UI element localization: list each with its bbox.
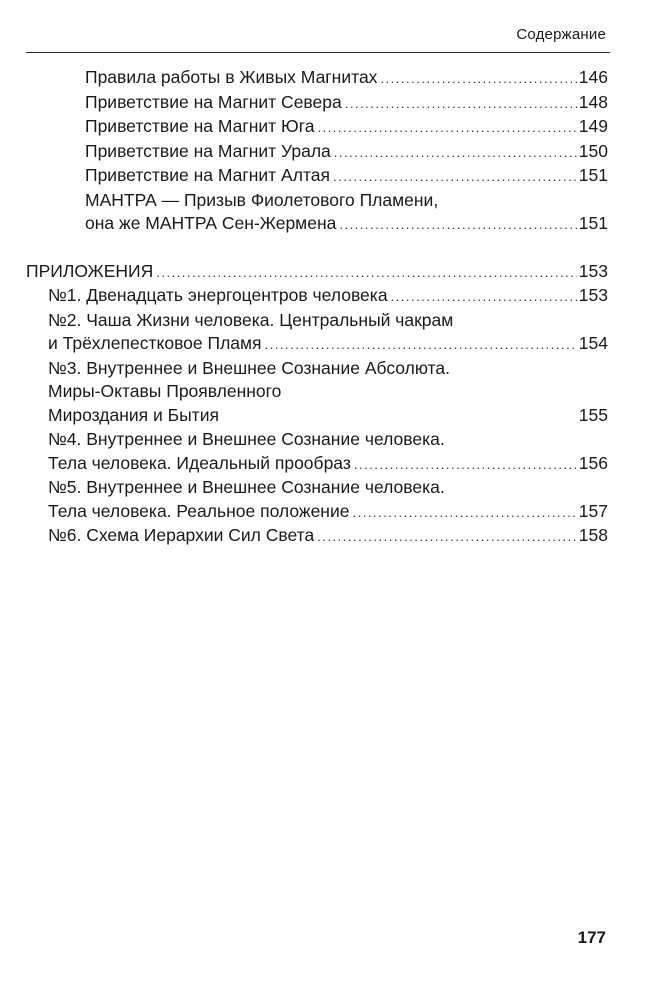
toc-entry-page: 153 [578,285,608,305]
toc-entry-mantra-line2[interactable] [85,212,608,237]
toc-entry-page: 146 [578,67,608,87]
toc-entry-line[interactable] [48,309,608,333]
toc-entry-title: №1. Двенадцать энергоцентров человека [48,285,388,305]
table-of-contents [0,66,654,549]
toc-entry-page: 155 [578,404,608,425]
toc-entry-title: МАНТРА — Призыв Фиолетового Пламени, [85,189,439,210]
toc-entry-page: 153 [578,260,608,281]
toc-entry[interactable] [85,140,608,165]
toc-entry-title: Тела человека. Идеальный прообраз [48,452,351,473]
leader-dots [354,453,577,477]
toc-entry[interactable] [85,164,608,189]
toc-entry-page: 156 [578,452,608,473]
toc-entry-page: 151 [578,213,608,233]
toc-entry-page: 157 [578,500,608,521]
toc-entry[interactable] [48,500,608,525]
toc-entry-page: 150 [578,140,608,161]
toc-entry[interactable] [85,91,608,116]
leader-dots [352,501,576,525]
toc-entry[interactable] [48,404,608,429]
toc-entry[interactable] [48,332,608,357]
page-number: 177 [577,928,606,947]
toc-entry-title: она же МАНТРА Сен-Жермена [85,213,337,233]
toc-entry-line[interactable] [48,428,608,452]
toc-entry[interactable] [85,115,608,140]
toc-entry-title: Приветствие на Магнит Алтая [85,165,330,185]
toc-entry[interactable] [48,524,608,549]
toc-entry-title: №4. Внутреннее и Внешнее Сознание человека. [48,429,445,449]
leader-dots [345,92,577,116]
toc-entry-line[interactable] [48,357,608,381]
toc-entry-title: Миры-Октавы Проявленного [48,381,282,401]
leader-dots [380,67,576,91]
toc-entry-page: 149 [578,116,608,136]
toc-entry-title: и Трёхлепестковое Пламя [48,333,262,353]
toc-entry-page: 158 [578,525,608,545]
toc-entry-title: Приветствие на Магнит Урала [85,140,331,161]
toc-entry-title: Правила работы в Живых Магнитах [85,67,378,87]
section-gap [0,237,654,260]
leader-dots [333,165,577,189]
leader-dots [156,261,577,285]
toc-entry-title: Приветствие на Магнит Севера [85,91,342,112]
toc-entry[interactable] [48,452,608,477]
leader-dots [339,213,576,237]
toc-entry-title: Приветствие на Магнит Юга [85,116,315,136]
toc-entry-line[interactable] [48,380,608,404]
leader-dots [317,525,577,549]
toc-entry[interactable] [85,66,608,91]
leader-dots [265,333,577,357]
toc-entry-page: 151 [578,165,608,185]
toc-entry-line[interactable] [48,476,608,500]
toc-entry-title: №3. Внутреннее и Внешнее Сознание Абсолюта. [48,357,450,378]
toc-entry-title: №2. Чаша Жизни человека. Центральный чакрам [48,309,454,330]
header-rule [26,52,610,53]
toc-entry[interactable] [48,284,608,309]
toc-entry-page: 154 [578,333,608,353]
toc-section-appendix[interactable] [26,260,608,285]
toc-entry-title: Мироздания и Бытия [48,404,219,425]
toc-entry-page: 148 [578,91,608,112]
toc-entry-mantra-line1[interactable] [85,189,608,213]
toc-entry-title: №5. Внутреннее и Внешнее Сознание человека. [48,477,445,497]
leader-dots [317,116,576,140]
running-head-title: Содержание [516,26,606,43]
toc-entry-title: №6. Схема Иерархии Сил Света [48,525,315,545]
toc-entry-title: Тела человека. Реальное положение [48,500,350,521]
leader-dots [391,285,577,309]
toc-section-title: ПРИЛОЖЕНИЯ [26,260,154,281]
leader-dots [334,141,577,165]
